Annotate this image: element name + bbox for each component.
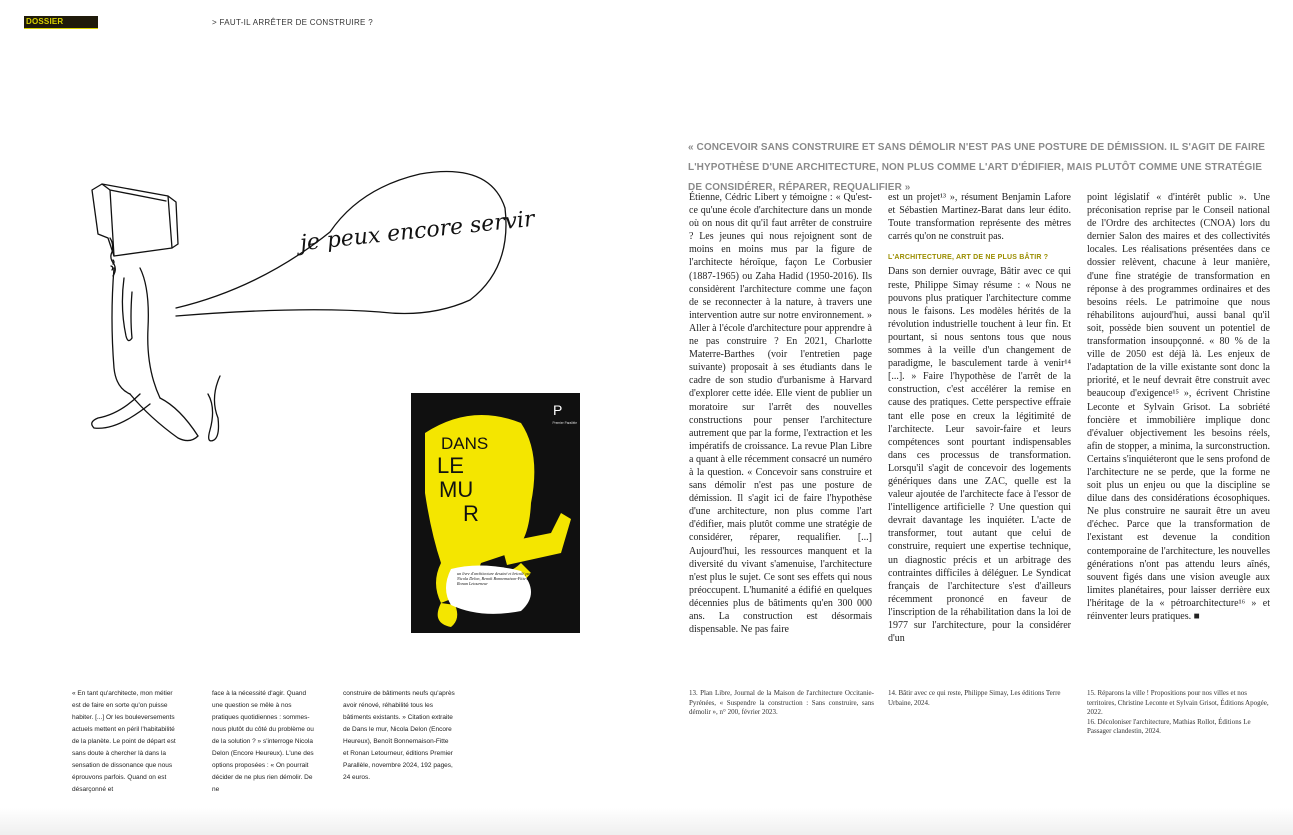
svg-text:DANS: DANS <box>441 434 489 453</box>
section-tag-underline <box>24 28 98 29</box>
svg-text:LE: LE <box>437 453 464 478</box>
article-column-3 <box>1087 191 1270 623</box>
article-paragraph: point législatif « d'intérêt public ». Une préconisation reprise par le Conseil national de l'Ordre des architectes (CNOA) lors du dernier Salon des maires et des collectivités locales. Les réalisations présentées dans ce dossier relèvent, chacune à leur manière, d'une fine stratégie de transformation en réponse à des programmes ordinaires et des besoins réels. Le patrimoine que nous réhabilitons aujourd'hui, aussi banal qu'il soit, possède bien souvent un potentiel de transformation insoupçonné. « 80 % de la ville de 2050 est déjà là. Les enjeux de l'adaptation de la ville existante sont donc la priorité, et le neuf devrait être construit avec beaucoup d'exigence¹⁵ », écrivent Christine Leconte et Sylvain Grisot. La sobriété foncière et immobilière implique donc d'évaluer objectivement les besoins réels, afin de stopper, a minima, la surconstruction. Certains s'inquiéteront que le sens profond de l'architecture ne se perde, que la forme ne soit plus un enjeu ou que la discipline se dilue dans des considérations écosophiques. Ne plus construire ne saurait être un aveu d'échec. Parce que la transformation de l'existant est devenue la condition contemporaine de l'architecture, les nouvelles générations n'ont pas attendu leurs aînés, souvent figés dans une vision aveugle aux limites planétaires, pour laisser derrière eux l'héritage de la « pétroarchitecture¹⁶ » et réinventer leurs pratiques. ■ <box>1087 192 1270 622</box>
pull-quote: « CONCEVOIR SANS CONSTRUIRE ET SANS DÉMOLIR N'EST PAS UNE POSTURE DE DÉMISSION. IL S'AGIT DE FAIRE L'HYPOTHÈSE D'UNE ARCHITECTURE, NON PLUS COMME L'ART D'ÉDIFIER, MAIS PLUTÔT COMME UNE STRATÉGIE DE CONSIDÉRER, RÉPARER, REQUALIFIER » <box>688 142 1266 193</box>
sidebar-quote-column-1: « En tant qu'architecte, mon métier est de faire en sorte qu'on puisse habiter. [...] Or les bouleversements actuels mettent en péril l'habitabilité de la planète. Le point de départ est sans doute à chercher là dans la sensation de dissonance que nous éprouvons parfois. Quand on est désarçonné et <box>72 690 176 793</box>
article-paragraph: Dans son dernier ouvrage, Bâtir avec ce qui reste, Philippe Simay résume : « Nous ne pouvons plus pratiquer l'architecture comme nous le faisons. Les modèles hérités de la révolution industrielle touchent à leur fin. Et pourtant, si nous sentons tous que nous sommes à la veille d'un changement de paradigme, le basculement tarde à venir¹⁴ [...]. » Faire l'hypothèse de l'arrêt de la construction, c'est accélérer la remise en cause des pratiques. Cette perspective effraie tant elle pose en creux la légitimité de l'architecte. Leur savoir-faire et leurs compétences sont pourtant indispensables dans ces processus de transformation. Lorsqu'il s'agit de concevoir des logements génériques dans une ZAC, quelle est la valeur ajoutée de l'architecte face à l'essor de l'intelligence artificielle ? Une question qui devrait davantage les inquiéter. L'acte de transformer, tout autant que celui de construire, requiert une expertise technique, un diagnostic précis et un arbitrage des contraintes difficiles à déléguer. Le Syndicat français de l'architecture s'est d'ailleurs récemment prononcé en faveur de l'inscription de la réhabilitation dans la loi de 1977 sur l'architecture, pour la considérer d'un <box>888 266 1071 645</box>
footnotes-15-16 <box>1087 689 1272 737</box>
page-bottom-shadow <box>0 808 1293 835</box>
svg-text:MU: MU <box>439 477 474 502</box>
footnote-15: 15. Réparons la ville ! Propositions pour nos villes et nos territoires, Christine Leconte et Sylvain Grisot, Éditions Apogée, 2022. <box>1087 689 1269 716</box>
svg-text:R: R <box>463 501 479 526</box>
page-header-title: > FAUT-IL ARRÊTER DE CONSTRUIRE ? <box>212 18 373 27</box>
footnote-13: 13. Plan Libre, Journal de la Maison de l'architecture Occitanie-Pyrénées, « Suspendre la construction : Sans construire, sans démolir », n° 200, février 2023. <box>689 689 874 716</box>
svg-text:P: P <box>553 402 563 418</box>
book-cover-publisher: Premier Parallèle <box>552 421 577 425</box>
footnote-14: 14. Bâtir avec ce qui reste, Philippe Simay, Les éditions Terre Urbaine, 2024. <box>888 689 1061 707</box>
section-subheading: L'ARCHITECTURE, ART DE NE PLUS BÂTIR ? <box>888 254 1049 262</box>
book-cover-image <box>411 393 580 633</box>
footnote-16: 16. Décoloniser l'architecture, Mathias Rollot, Éditions Le Passager clandestin, 2024. <box>1087 717 1251 735</box>
article-paragraph: est un projet¹³ », résument Benjamin Lafore et Sébastien Martinez-Barat dans leur édito. Toute transformation représente des mètres carrés qu'on ne construit pas. <box>888 192 1071 243</box>
book-cover-art <box>411 393 580 633</box>
article-column-1 <box>689 191 872 636</box>
article-paragraph: Étienne, Cédric Libert y témoigne : « Qu'est-ce qu'une école d'architecture dans un monde où on nous dit qu'il faut arrêter de construire ? Les jeunes qui nous rejoignent sont de moins en moins mus par la figure de l'architecte héroïque, façon Le Corbusier (1887-1965) ou Zaha Hadid (1950-2016). Ils considèrent l'architecture comme une façon de se reconnecter à la nature, à travers une intervention autre sur notre environnement. » Aller à l'école d'architecture pour apprendre à ne pas construire ? En 2021, Charlotte Materre-Barthes (voir l'entretien page suivante) proposait à ses étudiants dans le cadre de son studio d'urbanisme à Harvard d'explorer cette idée. Elle vient de publier un moratoire sur l'arrêt des nouvelles constructions pour penser l'architecture autrement que par la forme, l'extraction et les impératifs de croissance. La revue Plan Libre a quant à elle récemment consacré un numéro à la question. « Concevoir sans construire et sans démolir n'est pas une posture de démission. Il s'agit ici de faire l'hypothèse d'une architecture, non plus comme l'art d'édifier, mais plutôt comme une stratégie de considérer, réparer, requalifier. [...] Aujourd'hui, les ressources manquent et la diversité du vivant s'amenuise, l'architecture n'est plus le sujet. Ce sont ses effets qui nous préoccupent. L'humanité a édifié en quelques décennies plus de bâtiments qu'en 300 000 ans. La construction est désormais dispensable. Ne pas faire <box>689 192 872 636</box>
article-column-2 <box>888 191 1071 645</box>
speech-bubble-text: je peux encore servir <box>298 206 536 257</box>
section-tag: DOSSIER <box>24 16 98 28</box>
sidebar-quote-column-2: face à la nécessité d'agir. Quand une question se mêle à nos pratiques quotidiennes : sommes-nous plutôt du côté du problème ou de la solution ? » s'interroge Nicola Delon (Encore Heureux). L'une des options proposées : « On pourrait décider de ne plus rien démolir. De ne <box>212 690 314 793</box>
sidebar-quote-column-3: construire de bâtiments neufs qu'après avoir rénové, réhabilité tous les bâtiments existants. » Citation extraite de Dans le mur, Nicola Delon (Encore Heureux), Benoît Bonnemaison-Fitte et Ronan Letourneur, éditions Premier Parallèle, novembre 2024, 192 pages, 24 euros. <box>343 690 455 781</box>
book-cover-caption: un livre d'architecture dessiné et bricolé par Nicola Delon, Benoît Bonnemaison-Fitte et Ronan Letourneur <box>457 571 532 587</box>
